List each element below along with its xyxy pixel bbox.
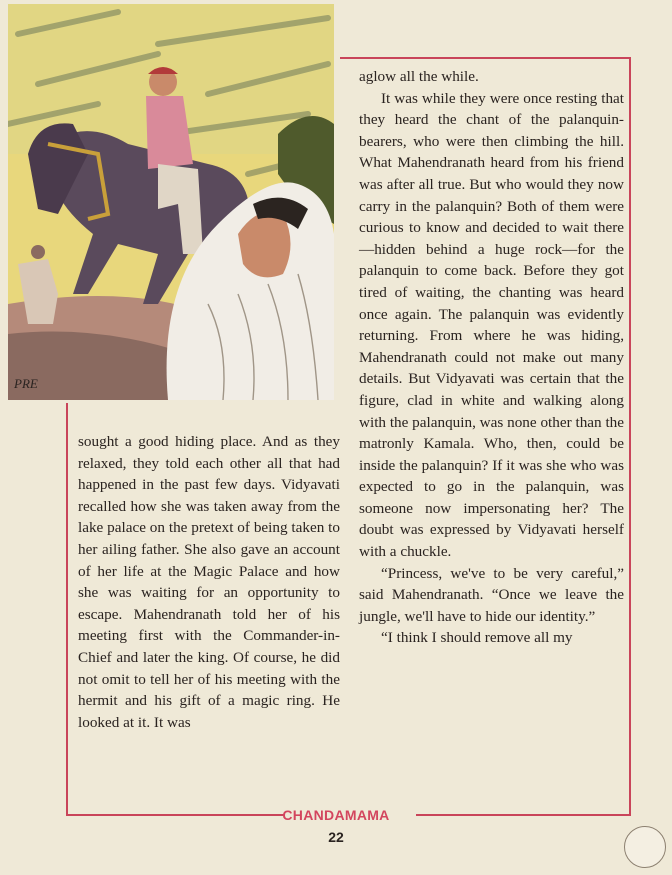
frame-rule-top-right [340,57,631,59]
right-paragraph: “Princess, we've to be very careful,” said Mahendranath. “Once we leave the jungle, we'll have to hide our identity.” [359,564,624,625]
right-paragraph: It was while they were once resting that they heard the chant of the palanquin-bearers, who were then climbing the hill. What Mahendranath heard from his friend was after all true. But who would they now carry in the palanquin? Both of them were curious to know and decided to wait there—hidden behind a huge rock—for the palanquin to come back. Before they got tired of waiting, the chanting was heard once again. The palanquin was evidently returning. From where he was hiding, Mahendranath could not make out many details. But Vidyavati was certain that the figure, clad in white and walking along with the palanquin, was none other than the matronly Kamala. Who, then, could be inside the palanquin? If it was she who was expected to go in the palanquin, was someone now impersonating her? The doubt was expressed by Vidyavati herself with a chuckle. [359,89,624,561]
magazine-brand: CHANDAMAMA [282,807,390,823]
artist-signature: PRE [14,376,38,391]
right-paragraph: aglow all the while. [359,68,479,85]
page-number: 22 [328,829,344,845]
left-paragraph: sought a good hiding place. And as they relaxed, they told each other all that had happened in the past few days. Vidyavati recalled how she was taken away from the lake palace on the pretext of being taken to her ailing father. She also gave an account of her life at the Magic Palace and how she was waiting for an opportunity to escape. Mahendranath told her of his meeting first with the Commander-in-Chief and later the king. Of course, he did not omit to tell her of his meeting with the hermit and his gift of a magic ring. He looked at it. It was [78,433,340,731]
publisher-stamp-icon [624,826,666,868]
right-column-text [359,66,624,649]
story-illustration [8,4,334,400]
right-paragraph: “I think I should remove all my [381,629,573,647]
frame-rule-left [66,403,68,816]
frame-rule-right [629,57,631,816]
left-column-text [78,431,340,733]
illustration-artwork [8,4,334,400]
